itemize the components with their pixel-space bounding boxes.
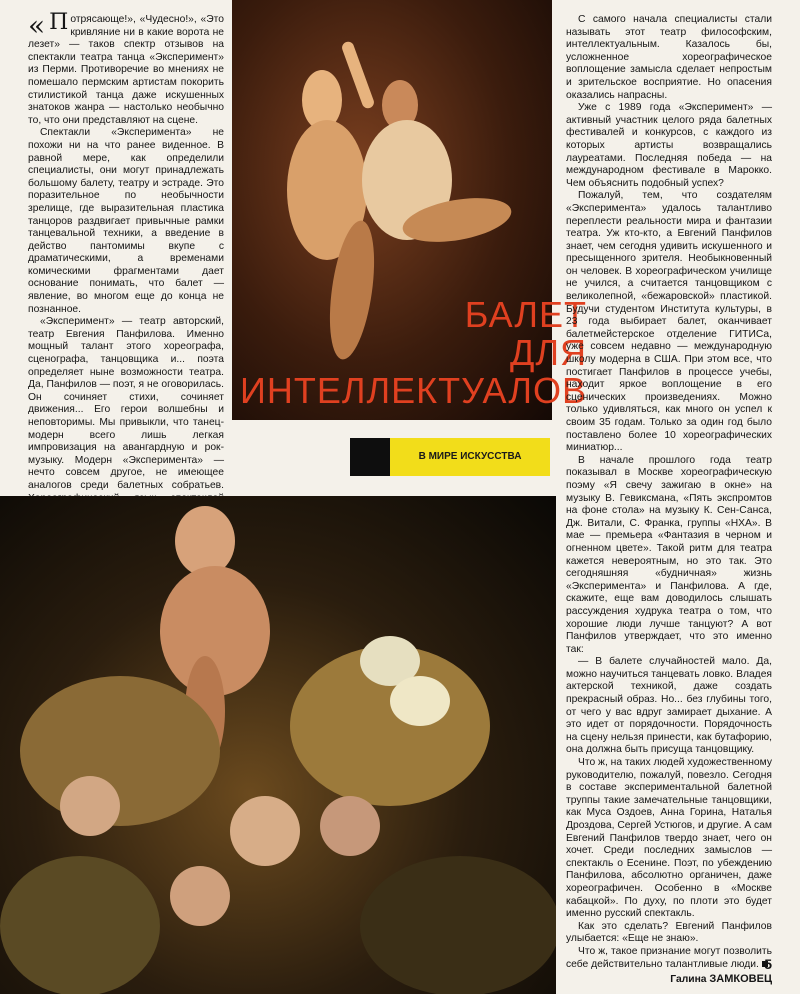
paragraph: Что ж, такое признание могут позволить себе действительно талантливые люди.	[566, 945, 772, 970]
paragraph: Как это сделать? Евгений Панфилов улыбается: «Еще не знаю».	[566, 920, 772, 945]
headline-line: ИНТЕЛЛЕКТУАЛОВ	[240, 370, 587, 411]
paragraph: « П отрясающе!», «Чудесно!», «Это кривляние ни в какие ворота не лезет» — таков спектр отзывов на спектакли театра танца «Эксперимент» из Перми. Противоречие во мнениях не помешало пермским артистам покорить стилистикой танца даже искушенных знатоков жанра — настолько необычно то, что они представляют на сцене.	[28, 9, 224, 126]
headline-line: БАЛЕТ	[464, 294, 587, 335]
author-first-name: Галина	[670, 974, 707, 986]
paragraph: Спектакли «Эксперимента» не похожи ни на что ранее виденное. В равной мере, как определили специалисты, они могут принадлежать большому балету, театру и эстраде. Это поразительное по необычности зрелище, где выразительная пластика танцоров раздвигает привычные рамки танцевальной техники, а введение в действо пантомимы вкупе с драматическими, а временами комическими фрагментами дает основание понимать, что балет — явление, во многом еще до конца не познанное.	[28, 127, 224, 315]
paragraph: Уже с 1989 года «Эксперимент» — активный участник целого ряда балетных фестивалей и конкурсов, с каждого из которых артисты возвращались лауреатами. Последняя победа — на международном фестивале в Марокко. Чем объяснить подобный успех?	[566, 102, 772, 189]
headline	[240, 294, 587, 411]
paragraph: Пожалуй, тем, что создателям «Эксперимента» удалось талантливо переплести реальности мира и фантазии театра. Уж кто-кто, а Евгений Панфилов знает, чем сегодня удивить искушенного и пресыщенного зрителя. Необыкновенный он человек. В хореографическом училище не учился, а считается танцовщиком с великолепной, «бежаровской» пластикой. Будучи студентом Института культуры, в 23 года выбирает балет, оканчивает балетмейстерское отделение ГИТИСа, уже совсем недавно — международную школу модерна в США. При этом все, что постигает Панфилов в процессе учебы, находит яркое воплощение в его сценических произведениях. Можно только удивляться, как много он успел к своим 35 годам. Только за один год было поставлено более 10 хореографических миниатюр...	[566, 190, 772, 454]
right-text-column	[566, 14, 772, 987]
photo-ensemble-scene	[0, 496, 556, 994]
paragraph: Что ж, на таких людей художественному руководителю, пожалуй, повезло. Сегодня в составе экспериментальной балетной труппы такие замечательные танцовщики, как Муса Оздоев, Анна Горина, Наталья Дроздова, Сергей Устюгов, и другие. А сам Евгений Панфилов твердо знает, чего он хочет. Среди последних замыслов — спектакль о Есенине. Поэт, по убеждению Панфилова, абсолютно органичен, даже хореографичен. Особенно в «Москве кабацкой». По духу, по плоти это будет именно русский спектакль.	[566, 757, 773, 920]
paragraph: С самого начала специалисты стали называть этот театр философским, интеллектуальным. Казалось бы, усложненное хореографическое воплощение замысла сделает непростым и зрительское восприятие. Но опасения оказались напрасны.	[566, 14, 772, 101]
left-text-column	[28, 9, 224, 556]
drop-cap: П	[49, 10, 69, 35]
headline-line: ДЛЯ	[509, 332, 587, 373]
page-number: 5	[764, 956, 772, 972]
paragraph: «Эксперимент» — театр авторский, театр Евгения Панфилова. Именно мощный талант этого хореографа, сценографа, танцовщика и... поэта определяет ныне возможности театра. Да, Панфилов — поэт, я не оговорилась. Он сочиняет стихи, сочиняет движения... Его герои волшебны и неповторимы. Мы привыкли, что танец-модерн всего лишь легкая импровизация на авангардную и рок-музыку. Модерн «Эксперимента» — нечто совсем другое, не имеющее аналогов среди балетных собратьев.	[28, 316, 224, 491]
byline	[566, 973, 772, 987]
author-last-name: ЗАМКОВЕЦ	[709, 973, 772, 986]
section-label: В МИРЕ ИСКУССТВА	[390, 438, 550, 476]
opening-quote: «	[28, 9, 46, 42]
paragraph: В начале прошлого года театр показывал в Москве хореографическую поэму «Я свечу зажигаю в окне» на музыку В. Гевиксмана, «Пять экспромтов на фоне стола» на музыку К. Сен-Санса, Дж. Витали, С. Франка, группы «НХА». В мае — премьера «Фантазия в черном и огненном цвете». Такой ритм для театра кажется невероятным, но это так. Это сегодняшняя «будничная» жизнь «Эксперимента» и Панфилова. А где, скажите, еще вам доводилось слышать рассуждения худрука театра о том, что хорошие люди лучше танцуют? А вот Панфилов утверждает, что это именно так:	[566, 454, 772, 655]
paragraph: — В балете случайностей мало. Да, можно научиться танцевать ловко. Владея актерской техникой, даже создать прекрасный образ. Но... без глубины того, от чего у вас вдруг замирает дыхание. А это идет от порядочности. Порядочность на сцену нельзя принести, как бутафорию, она должна быть присуща танцовщику.	[566, 656, 772, 756]
